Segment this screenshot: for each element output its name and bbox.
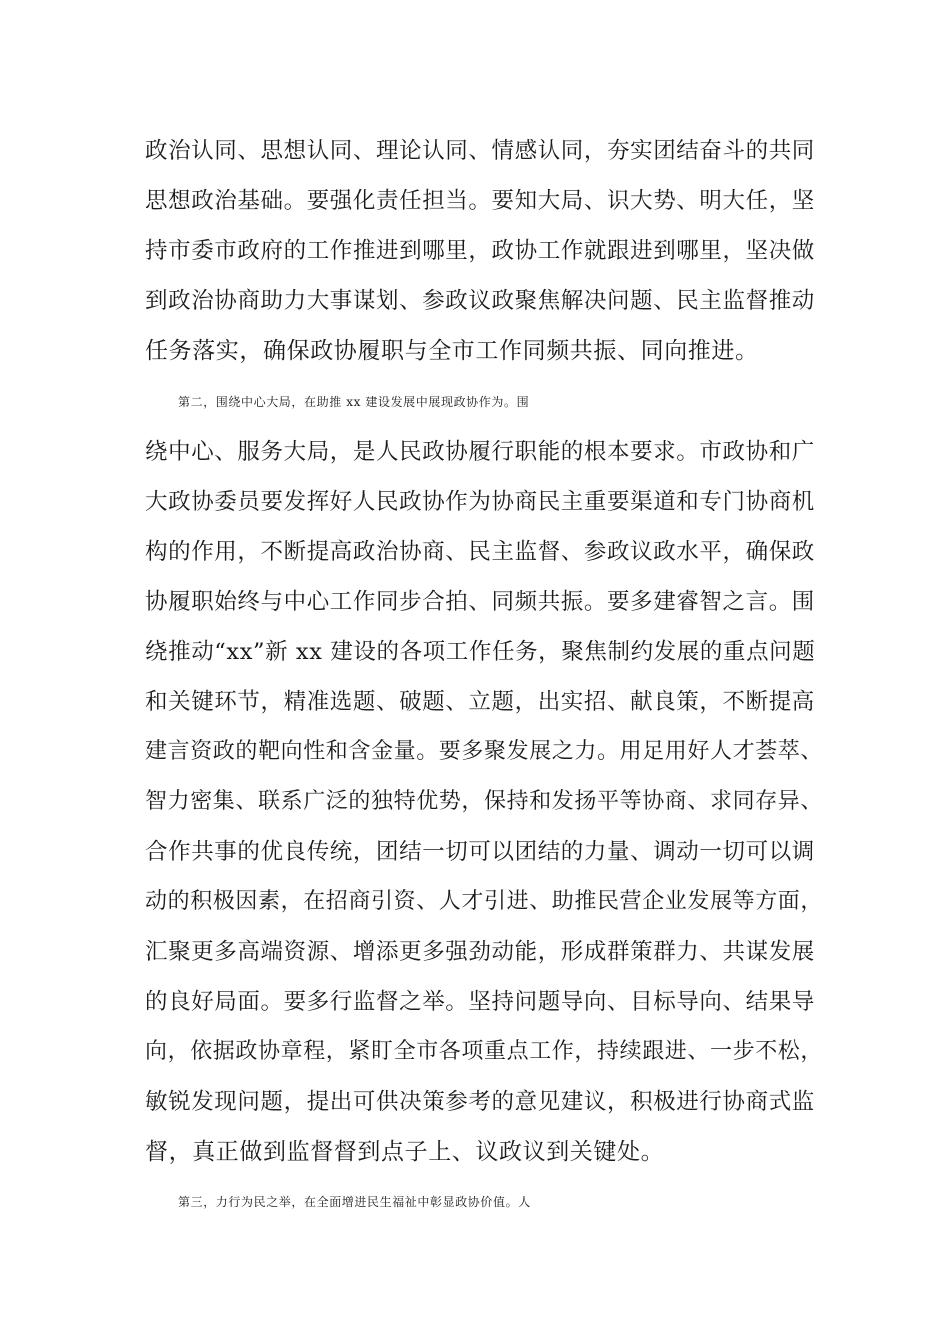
text-line-19: 向，依据政协章程，紧盯全市各项重点工作，持续跟进、一步不松， — [145, 1039, 824, 1064]
text-line-16: 动的积极因素，在招商引资、人才引进、助推民营企业发展等方面， — [145, 889, 824, 914]
text-line-18: 的良好局面。要多行监督之举。坚持问题导向、目标导向、结果导 — [145, 989, 815, 1015]
text-line-1: 政治认同、思想认同、理论认同、情感认同，夯实团结奋斗的共同 — [145, 138, 815, 164]
text-line-2: 思想政治基础。要强化责任担当。要知大局、识大势、明大任，坚 — [145, 188, 815, 214]
text-line-14: 智力密集、联系广泛的独特优势，保持和发扬平等协商、求同存异、 — [145, 789, 824, 814]
text-line-8: 大政协委员要发挥好人民政协作为协商民主重要渠道和专门协商机 — [145, 489, 815, 515]
text-line-10: 协履职始终与中心工作同步合拍、同频共振。要多建睿智之言。围 — [145, 589, 815, 615]
text-line-11: 绕推动“xx”新 xx 建设的各项工作任务，聚焦制约发展的重点问题 — [145, 639, 816, 665]
text-line-4: 到政治协商助力大事谋划、参政议政聚焦解决问题、民主监督推动 — [145, 288, 815, 314]
text-line-20: 敏锐发现问题，提出可供决策参考的意见建议，积极进行协商式监 — [145, 1089, 815, 1115]
text-line-7: 绕中心、服务大局，是人民政协履行职能的根本要求。市政协和广 — [145, 439, 815, 465]
text-line-9: 构的作用，不断提高政治协商、民主监督、参政议政水平，确保政 — [145, 539, 815, 565]
paragraph-3-first-line: 第三，力行为民之举，在全面增进民生福祉中彰显政协价值。人 — [178, 1195, 531, 1209]
text-line-3: 持市委市政府的工作推进到哪里，政协工作就跟进到哪里，坚决做 — [145, 238, 815, 264]
text-line-5: 任务落实，确保政协履职与全市工作同频共振、同向推进。 — [145, 338, 759, 364]
text-line-17: 汇聚更多高端资源、增添更多强劲动能，形成群策群力、共谋发展 — [145, 939, 815, 965]
text-line-13: 建言资政的靶向性和含金量。要多聚发展之力。用足用好人才荟萃、 — [145, 739, 824, 764]
text-line-12: 和关键环节，精准选题、破题、立题，出实招、献良策，不断提高 — [145, 689, 815, 715]
text-line-21: 督，真正做到监督督到点子上、议政议到关键处。 — [145, 1139, 665, 1165]
paragraph-2-first-line: 第二，围绕中心大局，在助推 xx 建设发展中展现政协作为。围 — [178, 395, 530, 409]
text-line-15: 合作共事的优良传统，团结一切可以团结的力量、调动一切可以调 — [145, 839, 815, 865]
